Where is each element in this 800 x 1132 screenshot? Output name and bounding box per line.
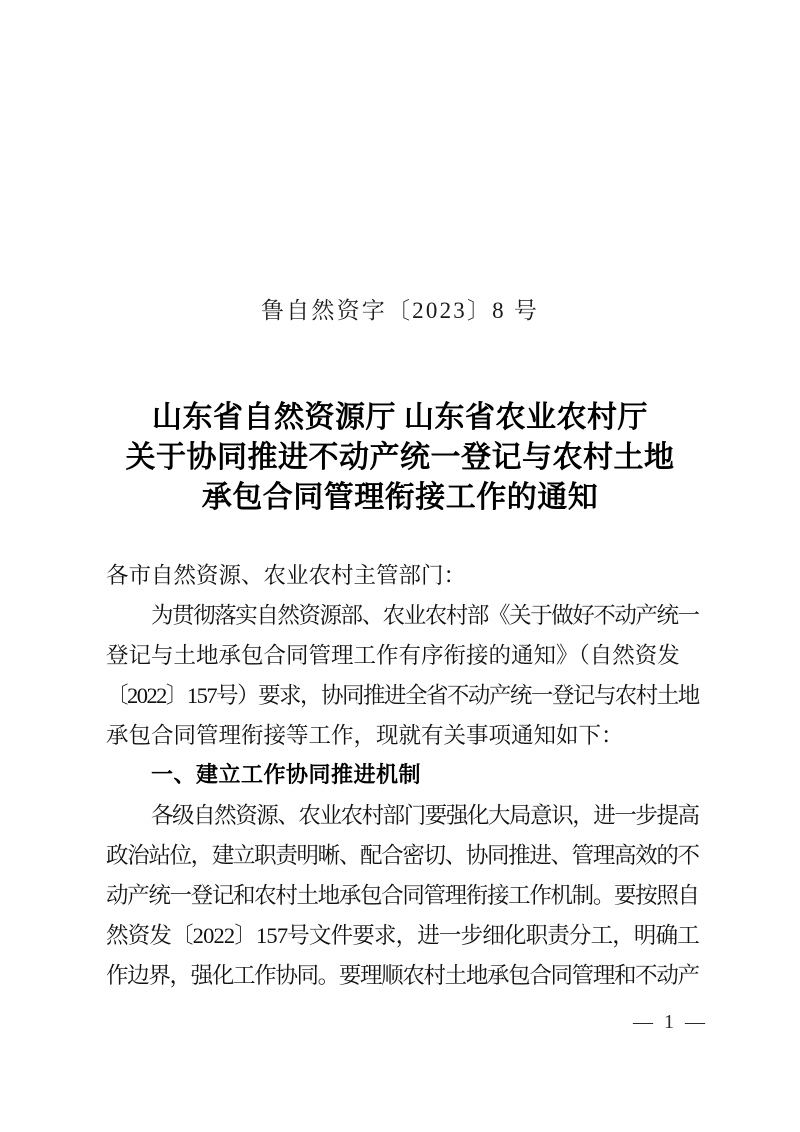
page-number: — 1 — <box>633 1011 708 1033</box>
section-1-paragraph-line-5: 作边界，强化工作协同。要理顺农村土地承包合同管理和不动产 <box>106 963 699 988</box>
title-line-1: 山东省自然资源厅 山东省农业农村厅 <box>152 401 648 434</box>
recipient-line: 各市自然资源、农业农村主管部门： <box>106 563 467 588</box>
document-title <box>60 398 740 518</box>
document-body <box>106 556 700 996</box>
document-number: 鲁自然资字〔2023〕8 号 <box>260 298 540 323</box>
document-number-row <box>0 296 800 326</box>
intro-paragraph-line-1: 为贯彻落实自然资源部、农业农村部《关于做好不动产统一 <box>151 603 699 628</box>
section-heading-1: 一、建立工作协同推进机制 <box>151 763 422 788</box>
intro-paragraph-line-3: 〔2022〕157号）要求，协同推进全省不动产统一登记与农村土地 <box>106 683 699 708</box>
title-line-3: 承包合同管理衔接工作的通知 <box>201 481 599 514</box>
section-1-paragraph-line-2: 政治站位，建立职责明晰、配合密切、协同推进、管理高效的不 <box>106 843 699 868</box>
section-1-paragraph-line-1: 各级自然资源、农业农村部门要强化大局意识，进一步提高 <box>151 803 699 828</box>
intro-paragraph-line-2: 登记与土地承包合同管理工作有序衔接的通知》（自然资发 <box>106 643 680 668</box>
intro-paragraph-line-4: 承包合同管理衔接等工作，现就有关事项通知如下： <box>106 723 624 748</box>
section-1-paragraph-line-3: 动产统一登记和农村土地承包合同管理衔接工作机制。要按照自 <box>106 883 699 908</box>
section-1-paragraph-line-4: 然资发〔2022〕157号文件要求，进一步细化职责分工，明确工 <box>106 923 699 948</box>
title-line-2: 关于协同推进不动产统一登记与农村土地 <box>125 441 675 474</box>
